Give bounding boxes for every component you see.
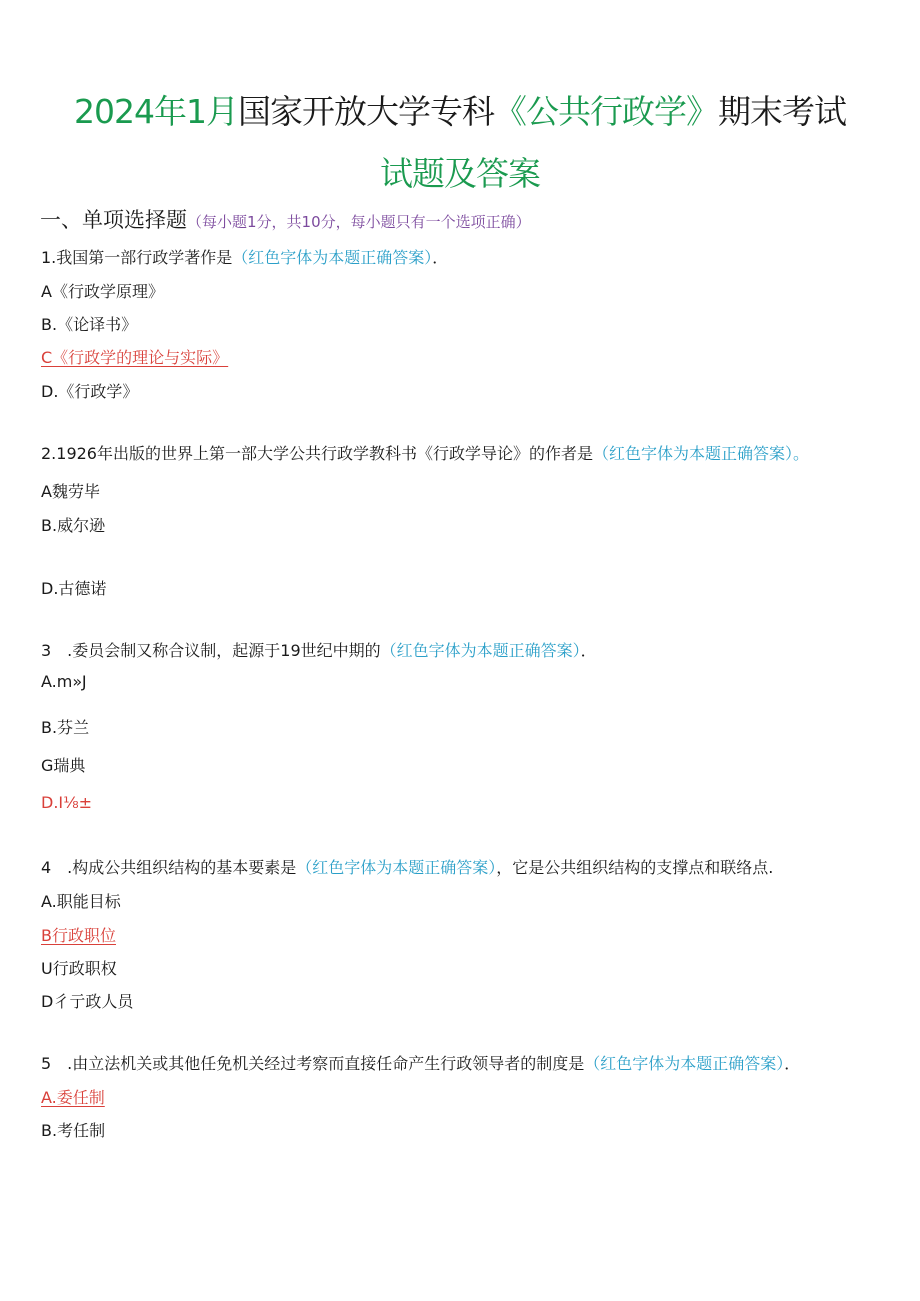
section-header [40, 204, 531, 234]
option-5a-correct: A.委任制 [41, 1088, 105, 1107]
option-5b: B.考任制 [41, 1121, 106, 1140]
page-title-line2: 试题及答案 [380, 154, 540, 193]
question-5-stem [41, 1051, 800, 1074]
option-4b-correct: B行政职位 [41, 926, 116, 945]
option-3a: A.m»J [41, 672, 87, 691]
question-2-text: 2.1926年出版的世界上第一部大学公共行政学教科书《行政学导论》的作者是 [41, 444, 593, 463]
question-5-tail: ． [784, 1054, 801, 1073]
question-2-tail: 。 [793, 444, 810, 463]
question-5-text: 5 .由立法机关或其他任免机关经过考察而直接任命产生行政领导者的制度是 [41, 1054, 585, 1073]
option-2a: A魏劳毕 [41, 482, 100, 501]
option-4c: U行政职权 [41, 959, 117, 978]
title-university: 国家开放大学专科 [237, 92, 494, 131]
option-1d: D.《行政学》 [41, 382, 139, 401]
answer-hint: （红色字体为本题正确答案） [232, 248, 433, 267]
question-4-tail: ，它是公共组织结构的支撑点和联络点. [496, 858, 774, 877]
page-title-line1 [0, 86, 920, 133]
section-heading: 一、单项选择题 [40, 208, 187, 232]
question-1-stem [41, 245, 448, 268]
title-exam: 期末考试 [717, 92, 846, 131]
question-4-text: 4 .构成公共组织结构的基本要素是 [41, 858, 297, 877]
option-1b: B.《论译书》 [41, 315, 138, 334]
option-1a: A《行政学原理》 [41, 282, 164, 301]
question-1-tail: ． [432, 248, 449, 267]
option-2d: D.古德诺 [41, 579, 107, 598]
question-3-tail: ． [580, 641, 597, 660]
title-course: 《公共行政学》 [493, 92, 718, 131]
option-3c: G瑞典 [41, 756, 86, 775]
title-year-month: 2024年1月 [74, 92, 238, 131]
answer-hint: （红色字体为本题正确答案） [584, 1054, 785, 1073]
answer-hint: （红色字体为本题正确答案） [380, 641, 581, 660]
option-4d: D彳亍政人员 [41, 992, 134, 1011]
question-1-text: 1.我国第一部行政学著作是 [41, 248, 233, 267]
option-1c-correct: C《行政学的理论与实际》 [41, 348, 229, 367]
answer-hint: （红色字体为本题正确答案） [296, 858, 497, 877]
question-3-stem [41, 638, 597, 661]
answer-hint: （红色字体为本题正确答案） [593, 444, 794, 463]
question-4-stem [41, 855, 773, 878]
option-4a: A.职能目标 [41, 892, 121, 911]
question-2-stem [41, 441, 809, 464]
option-2b: B.威尔逊 [41, 516, 106, 535]
option-3d-correct: D.I⅛± [41, 793, 93, 812]
section-note: （每小题1分，共10分，每小题只有一个选项正确） [187, 213, 531, 231]
option-3b: B.芬兰 [41, 718, 90, 737]
question-3-text: 3 .委员会制又称合议制，起源于19世纪中期的 [41, 641, 381, 660]
